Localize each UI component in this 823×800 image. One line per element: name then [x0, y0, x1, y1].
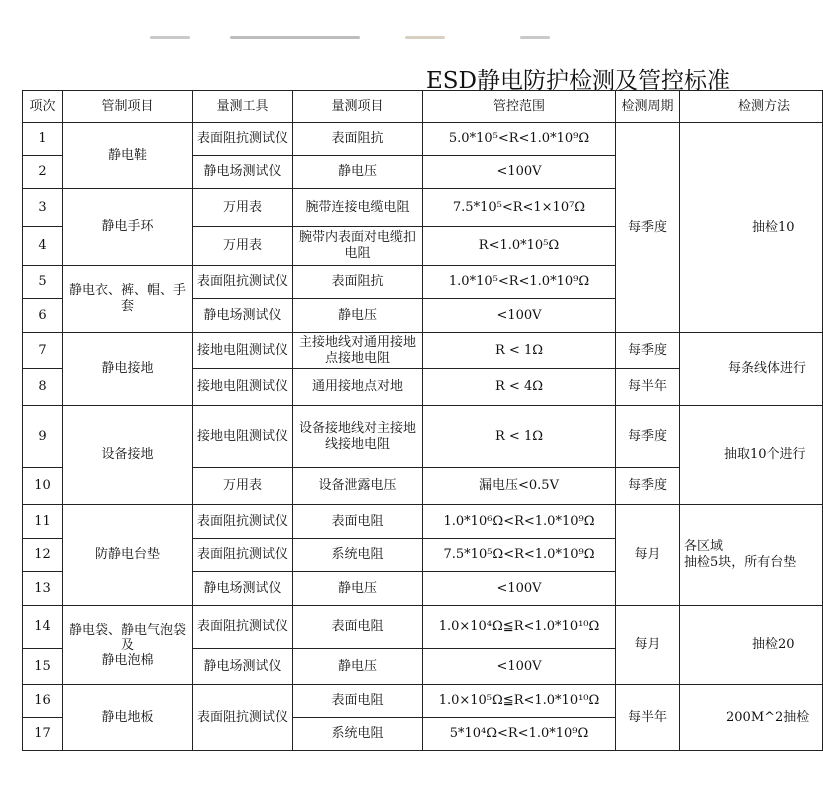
cell-method: 200M^2抽检: [680, 685, 823, 751]
cell-period: 每季度: [616, 333, 680, 369]
header-method: 检测方法: [680, 91, 823, 123]
cell-measure: 通用接地点对地: [293, 369, 423, 406]
cell-tool: 静电场测试仪: [193, 649, 293, 685]
scan-mark: [405, 36, 445, 39]
cell-measure: 腕带连接电缆电阻: [293, 189, 423, 227]
cell-item: 静电手环: [63, 189, 193, 266]
cell-index: 3: [23, 189, 63, 227]
cell-range: 1.0*10⁶Ω<R<1.0*10⁹Ω: [423, 505, 616, 539]
cell-index: 7: [23, 333, 63, 369]
table-row: [23, 123, 823, 156]
cell-range: R < 1Ω: [423, 333, 616, 369]
cell-measure: 设备接地线对主接地线接地电阻: [293, 406, 423, 468]
table-row: [23, 505, 823, 539]
cell-period: 每季度: [616, 468, 680, 505]
cell-range: 5*10⁴Ω<R<1.0*10⁹Ω: [423, 718, 616, 751]
cell-range: 5.0*10⁵<R<1.0*10⁹Ω: [423, 123, 616, 156]
cell-index: 13: [23, 572, 63, 606]
cell-index: 1: [23, 123, 63, 156]
header-tool: 量测工具: [193, 91, 293, 123]
cell-index: 10: [23, 468, 63, 505]
table-row: [23, 685, 823, 718]
cell-index: 4: [23, 227, 63, 266]
header-period: 检测周期: [616, 91, 680, 123]
cell-measure: 表面电阻: [293, 685, 423, 718]
header-measure: 量测项目: [293, 91, 423, 123]
cell-measure: 设备泄露电压: [293, 468, 423, 505]
header-index: 项次: [23, 91, 63, 123]
cell-tool: 万用表: [193, 227, 293, 266]
cell-measure: 静电压: [293, 299, 423, 333]
cell-measure: 静电压: [293, 572, 423, 606]
header-item: 管制项目: [63, 91, 193, 123]
table-row: [23, 406, 823, 468]
esd-standard-table: [22, 90, 823, 751]
cell-index: 16: [23, 685, 63, 718]
cell-index: 11: [23, 505, 63, 539]
scan-mark: [230, 36, 360, 39]
cell-tool: 静电场测试仪: [193, 299, 293, 333]
cell-tool: 静电场测试仪: [193, 572, 293, 606]
cell-tool: 静电场测试仪: [193, 156, 293, 189]
cell-tool: 表面阻抗测试仪: [193, 685, 293, 751]
cell-item: 静电地板: [63, 685, 193, 751]
cell-method: 各区域 抽检5块，所有台垫: [680, 505, 823, 606]
table-row: [23, 606, 823, 649]
cell-measure: 静电压: [293, 649, 423, 685]
cell-measure: 系统电阻: [293, 718, 423, 751]
cell-measure: 表面阻抗: [293, 266, 423, 299]
cell-index: 2: [23, 156, 63, 189]
cell-tool: 表面阻抗测试仪: [193, 539, 293, 572]
cell-range: 1.0×10⁴Ω≦R<1.0*10¹⁰Ω: [423, 606, 616, 649]
cell-range: 1.0*10⁵<R<1.0*10⁹Ω: [423, 266, 616, 299]
cell-tool: 接地电阻测试仪: [193, 406, 293, 468]
cell-period: 每月: [616, 505, 680, 606]
cell-index: 17: [23, 718, 63, 751]
cell-period: 每半年: [616, 685, 680, 751]
cell-item: 静电衣、裤、帽、手套: [63, 266, 193, 333]
cell-range: 漏电压<0.5V: [423, 468, 616, 505]
cell-tool: 接地电阻测试仪: [193, 369, 293, 406]
cell-period: 每月: [616, 606, 680, 685]
cell-range: 7.5*10⁵<R<1×10⁷Ω: [423, 189, 616, 227]
cell-tool: 表面阻抗测试仪: [193, 266, 293, 299]
cell-measure: 静电压: [293, 156, 423, 189]
cell-index: 6: [23, 299, 63, 333]
cell-period: 每季度: [616, 123, 680, 333]
top-scan-marks: [0, 30, 800, 42]
cell-method: 抽取10个进行: [680, 406, 823, 505]
header-range: 管控范围: [423, 91, 616, 123]
cell-range: R < 4Ω: [423, 369, 616, 406]
cell-index: 9: [23, 406, 63, 468]
cell-item: 设备接地: [63, 406, 193, 505]
cell-range: <100V: [423, 156, 616, 189]
cell-range: 1.0×10⁵Ω≦R<1.0*10¹⁰Ω: [423, 685, 616, 718]
cell-method: 抽检10: [680, 123, 823, 333]
cell-range: 7.5*10⁵Ω<R<1.0*10⁹Ω: [423, 539, 616, 572]
cell-measure: 表面电阻: [293, 606, 423, 649]
cell-item: 防静电台垫: [63, 505, 193, 606]
cell-period: 每季度: [616, 406, 680, 468]
cell-index: 15: [23, 649, 63, 685]
cell-range: <100V: [423, 299, 616, 333]
cell-tool: 表面阻抗测试仪: [193, 606, 293, 649]
cell-range: R < 1Ω: [423, 406, 616, 468]
cell-measure: 表面电阻: [293, 505, 423, 539]
cell-range: R<1.0*10⁵Ω: [423, 227, 616, 266]
cell-item: 静电袋、静电气泡袋及 静电泡棉: [63, 606, 193, 685]
cell-tool: 表面阻抗测试仪: [193, 505, 293, 539]
table-header-row: [23, 91, 823, 123]
cell-tool: 万用表: [193, 189, 293, 227]
cell-tool: 接地电阻测试仪: [193, 333, 293, 369]
cell-method: 每条线体进行: [680, 333, 823, 406]
cell-index: 14: [23, 606, 63, 649]
cell-period: 每半年: [616, 369, 680, 406]
cell-item: 静电鞋: [63, 123, 193, 189]
document-title: ESD静电防护检测及管控标准: [426, 68, 730, 94]
cell-index: 12: [23, 539, 63, 572]
scan-mark: [150, 36, 190, 39]
cell-tool: 万用表: [193, 468, 293, 505]
cell-range: <100V: [423, 649, 616, 685]
cell-range: <100V: [423, 572, 616, 606]
cell-measure: 表面阻抗: [293, 123, 423, 156]
cell-item: 静电接地: [63, 333, 193, 406]
scan-mark: [520, 36, 550, 39]
cell-index: 5: [23, 266, 63, 299]
cell-measure: 系统电阻: [293, 539, 423, 572]
cell-method: 抽检20: [680, 606, 823, 685]
cell-measure: 主接地线对通用接地点接地电阻: [293, 333, 423, 369]
table-row: [23, 333, 823, 369]
cell-index: 8: [23, 369, 63, 406]
cell-tool: 表面阻抗测试仪: [193, 123, 293, 156]
cell-measure: 腕带内表面对电缆扣电阻: [293, 227, 423, 266]
